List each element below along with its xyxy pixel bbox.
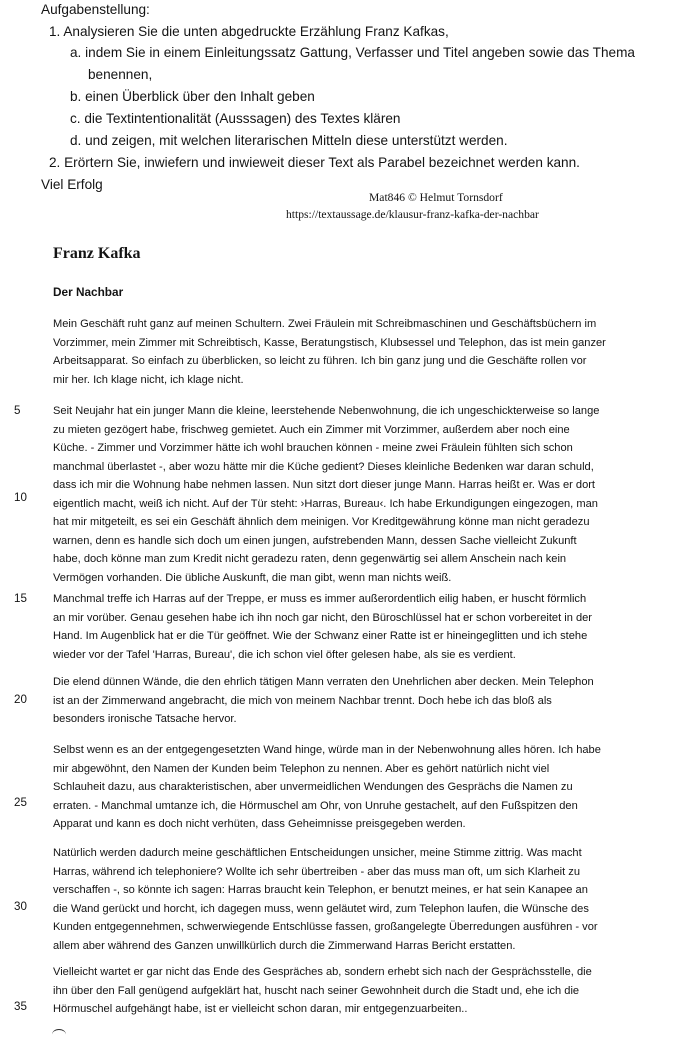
task-item-1b: b. einen Überblick über den Inhalt geben [70, 89, 315, 104]
story-paragraph-7 [53, 963, 653, 1019]
line-number: 15 [14, 592, 27, 605]
text-line: verschaffen -, so könnte ich sagen: Harras braucht kein Telephon, er benutzt meines, er hat sein Kanapee an [53, 884, 588, 896]
line-number: 20 [14, 693, 27, 706]
text-line: dass ich mir die Wohnung habe nehmen lassen. Nun sitzt dort dieser junge Mann. Harras heißt er. Was er dort [53, 479, 596, 491]
text-line: eigentlich macht, weiß ich nicht. Auf der Tür steht: ›Harras, Bureau‹. Ich habe Erkundigungen eingezogen, man [53, 497, 598, 510]
text-line: allem aber während des Ganzen unwillkürlich durch die Zimmerwand Harras Bericht erstatten. [53, 939, 516, 952]
task-item-2: 2. Erörtern Sie, inwiefern und inwieweit dieser Text als Parabel bezeichnet werden kann. [49, 155, 580, 170]
text-line: Selbst wenn es an der entgegengesetzten Wand hinge, würde man in der Nebenwohnung alles hören. Ich habe [53, 744, 601, 756]
line-number: 5 [14, 404, 21, 417]
story-paragraph-3 [53, 590, 653, 664]
text-line: Kunden entgegennehmen, schwerwiegende Entschlüsse fassen, großangelegte Überredungen ausführen - vor [53, 921, 598, 933]
line-number: 35 [14, 1000, 27, 1013]
closing-text: Viel Erfolg [41, 177, 103, 192]
text-line: Hörmuschel aufgehängt habe, ist er vielleicht schon daran, mir entgegenzuarbeiten.. [53, 1003, 468, 1015]
text-line: Die elend dünnen Wände, die den ehrlich tätigen Mann verraten den Unehrlichen aber decken. Mein Telephon [53, 676, 594, 688]
text-line: besonders ironische Tatsache hervor. [53, 713, 237, 725]
task-item-1a: a. indem Sie in einem Einleitungssatz Gattung, Verfasser und Titel angeben sowie das Thema [70, 45, 635, 60]
text-line: hat mir mitgeteilt, es sei ein Geschäft ähnlich dem meinigen. Vor Kreditgewährung könne man nicht geradezu [53, 516, 590, 528]
line-number: 10 [14, 491, 27, 504]
story-paragraph-2 [53, 402, 653, 587]
story-author: Franz Kafka [53, 245, 141, 262]
material-credit: Mat846 © Helmut Tornsdorf [369, 191, 503, 204]
cropped-glyph [52, 1029, 66, 1040]
text-line: Natürlich werden dadurch meine geschäftlichen Entscheidungen unsicher, meine Stimme zittrig. Was macht [53, 847, 582, 859]
text-line: mir abgewöhnt, den Namen der Kunden beim Telephon zu nennen. Aber es gehört natürlich nicht viel [53, 762, 550, 775]
text-line: Mein Geschäft ruht ganz auf meinen Schultern. Zwei Fräulein mit Schreibmaschinen und Geschäftsbüchern im [53, 318, 597, 330]
text-line: Schlauheit dazu, aus charakteristischen, aber unvermeidlichen Wendungen des Gesprächs die Namen zu [53, 781, 573, 793]
text-line: Arbeitsapparat. So einfach zu überblicken, so leicht zu führen. Ich bin ganz jung und die Geschäfte rollen vor [53, 355, 587, 367]
text-line: warnen, denn es handle sich doch um einen jungen, aufstrebenden Mann, dessen Sache vielleicht Zukunft [53, 534, 577, 547]
text-line: Harras, während ich telephoniere? Wollte ich sehr übertreiben - aber das muss man oft, um sich Klarheit zu [53, 865, 581, 878]
story-paragraph-5 [53, 741, 653, 834]
task-item-1: 1. Analysieren Sie die unten abgedruckte Erzählung Franz Kafkas, [49, 24, 449, 39]
text-line: mir her. Ich klage nicht, ich klage nicht. [53, 373, 244, 386]
task-item-1a-continued: benennen, [88, 67, 153, 82]
text-line: die Wand gerückt und horcht, ich dagegen muss, wenn geläutet wird, zum Telephon laufen, die Wünsche des [53, 902, 589, 915]
text-line: Vorzimmer, mein Zimmer mit Schreibtisch, Kasse, Beratungstisch, Klubsessel und Telephon, das ist mein ganzer [53, 336, 606, 349]
text-line: Manchmal treffe ich Harras auf der Treppe, er muss es immer außerordentlich eilig haben, er huscht förmlich [53, 593, 587, 605]
text-line: Seit Neujahr hat ein junger Mann die kleine, leerstehende Nebenwohnung, die ich ungeschickterweise so lange [53, 405, 600, 417]
text-line: Apparat und kann es doch nicht verhüten, dass Geheimnisse preisgegeben werden. [53, 818, 466, 830]
text-line: manchmal überlastet -, aber wozu hätte mir die Küche gedient? Dieses kleinliche Bedenken war daran schuld, [53, 460, 594, 473]
source-url: https://textaussage.de/klausur-franz-kafka-der-nachbar [286, 208, 539, 221]
story-title: Der Nachbar [53, 285, 124, 299]
text-line: Küche. - Zimmer und Vorzimmer hätte ich wohl brauchen können - meine zwei Fräulein fühlten sich schon [53, 442, 573, 454]
story-paragraph-4 [53, 673, 653, 729]
text-line: erraten. - Manchmal umtanze ich, die Hörmuschel am Ohr, von Unruhe gestachelt, auf den Fußspitzen den [53, 799, 578, 812]
task-item-1d: d. und zeigen, mit welchen literarischen Mitteln diese unterstützt werden. [70, 133, 508, 148]
text-line: ihn über den Fall genügend aufgeklärt hat, huscht nach seiner Gewohnheit durch die Stadt und, ehe ich die [53, 984, 580, 997]
text-line: Vielleicht wartet er gar nicht das Ende des Gespräches ab, sondern erhebt sich nach der Gesprächsstelle, die [53, 966, 592, 978]
task-item-1c: c. die Textintentionalität (Ausssagen) des Textes klären [70, 111, 401, 126]
assignment-heading: Aufgabenstellung: [41, 2, 150, 17]
text-line: wieder vor der Tafel 'Harras, Bureau', die ich schon viel öfter gelesen habe, als sie es verdient. [53, 648, 516, 661]
text-line: ist an der Zimmerwand angebracht, die mich von meinem Nachbar trennt. Doch hebe ich das bloß als [53, 694, 552, 707]
story-paragraph-6 [53, 844, 653, 955]
text-line: zu mieten gezögert habe, frischweg gemietet. Auch ein Zimmer mit Vorzimmer, außerdem aber noch eine [53, 423, 570, 436]
text-line: an mir vorüber. Genau gesehen habe ich ihn noch gar nicht, den Büroschlüssel hat er schon vorbereitet in der [53, 611, 592, 624]
text-line: Vermögen vorhanden. Die übliche Auskunft, die man gibt, wenn man nichts weiß. [53, 571, 452, 584]
story-paragraph-1 [53, 315, 653, 389]
line-number: 30 [14, 900, 27, 913]
text-line: habe, doch könne man zum Kredit nicht geradezu raten, denn gegenwärtig sei allem Anschein nach kein [53, 553, 567, 565]
text-line: Hand. Im Augenblick hat er die Tür geöffnet. Wie der Schwanz einer Ratte ist er hineingeglitten und ich stehe [53, 630, 588, 642]
line-number: 25 [14, 796, 27, 809]
